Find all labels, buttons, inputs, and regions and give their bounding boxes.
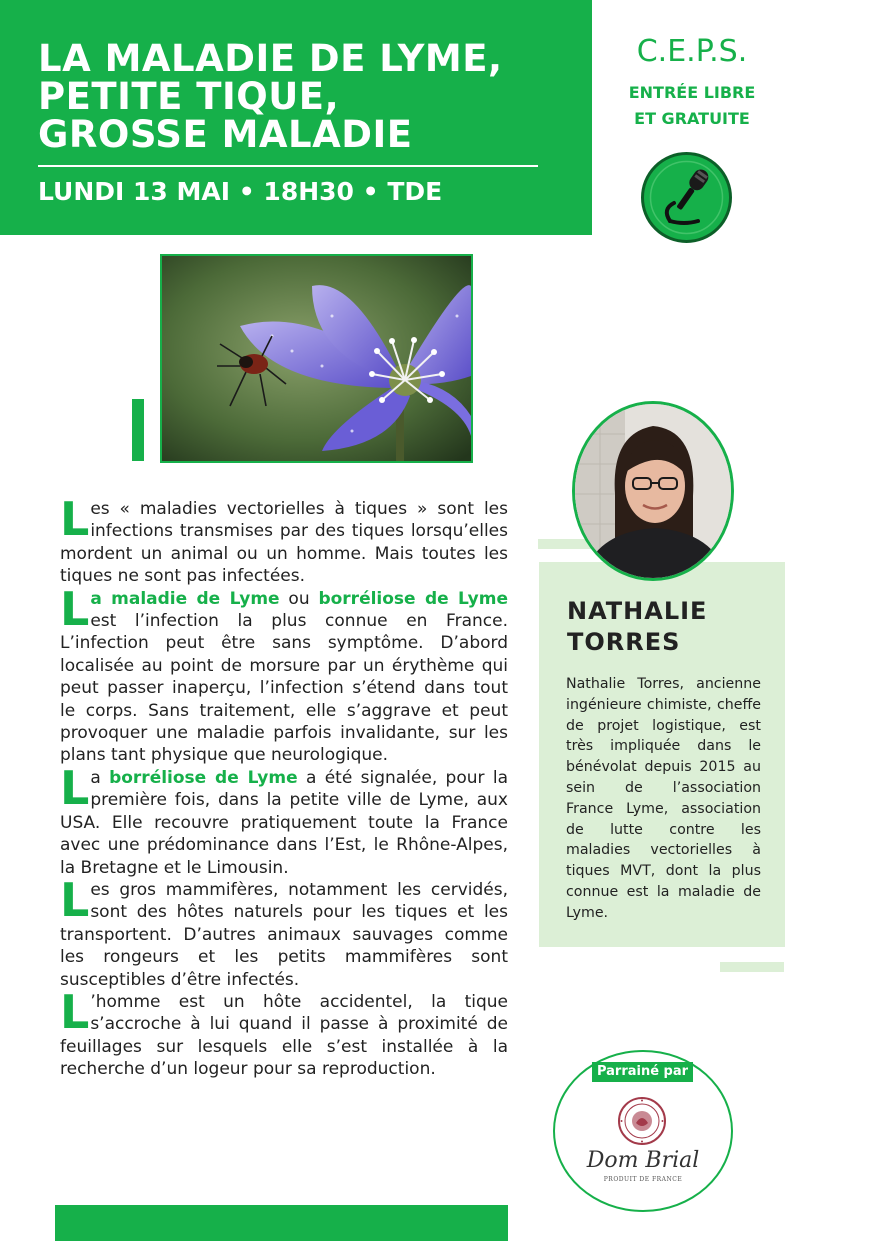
sponsor-tag: Parrainé par: [592, 1062, 693, 1082]
speaker-name: [567, 596, 767, 658]
dropcap: L: [60, 984, 90, 1039]
card-decoration-bottom: [720, 962, 784, 972]
event-title-line-2: PETITE TIQUE,: [38, 75, 340, 118]
paragraph-human-host: [60, 984, 508, 1081]
paragraph-text: a: [90, 767, 110, 788]
event-title: [38, 37, 558, 156]
footer-band: [55, 1205, 508, 1241]
dom-brial-seal: [616, 1095, 668, 1147]
paragraph-text: a été signalée, pour la première fois, dans la petite ville de Lyme, aux USA. Elle recouvre pratiquement toute la France avec une prédominance dans l’Est, le Rhône-Alpes, la Bretagne et le Limousin.: [60, 767, 508, 878]
paragraph-lyme-definition: [60, 581, 508, 767]
paragraph-text: est l’infection la plus connue en France. L’infection peut être sans symptôme. D’abord localisée au point de morsure par un érythème qui peut passer inaperçu, l’infection s’étend dans tout le corps. Sans traitement, elle s’aggrave et peut provoquer une maladie parfois invalidante, sur les plans tant physique que neurologique.: [60, 611, 508, 766]
dropcap: L: [60, 492, 90, 546]
paragraph-hosts: [60, 872, 508, 991]
speaker-bio: Nathalie Torres, ancienne ingénieure chimiste, cheffe de projet logistique, est très impliquée dans le bénévolat depuis 2015 au sein de l’association France Lyme, association de lutte contre les maladies vectorielles à tiques MVT, dont la plus connue est la maladie de Lyme.: [566, 676, 761, 921]
title-divider: [38, 165, 538, 167]
entry-notice-line-2: ET GRATUITE: [634, 109, 750, 128]
event-title-line-1: LA MALADIE DE LYME,: [38, 37, 503, 80]
organizer-name: C.E.P.S.: [636, 34, 748, 69]
dropcap: L: [60, 581, 90, 636]
paragraph-text: ’homme est un hôte accidentel, la tique s’accroche à lui quand il passe à proximité de feuillages sur lesquels elle s’est installée à la recherche d’un logeur pour sa reproduction.: [60, 991, 508, 1080]
dropcap: L: [60, 872, 90, 927]
accent-bar: [132, 399, 144, 461]
entry-notice-line-1: ENTRÉE LIBRE: [628, 83, 756, 102]
dropcap: L: [60, 760, 90, 815]
paragraph-origin: [60, 760, 508, 879]
speaker-first-name: NATHALIE: [567, 597, 708, 625]
event-date: LUNDI 13 MAI • 18H30 • TDE: [38, 177, 443, 206]
microphone-icon: [640, 151, 733, 244]
highlight-term: borréliose de Lyme: [318, 588, 508, 609]
paragraph-text: ou: [279, 588, 319, 609]
event-title-line-3: GROSSE MALADIE: [38, 113, 413, 156]
paragraph-text: es « maladies vectorielles à tiques » sont les infections transmises par des tiques lorsqu’elles mordent un animal ou un homme. Mais toutes les tiques ne sont pas infectées.: [60, 499, 508, 587]
paragraph-vector-diseases: [60, 492, 508, 588]
speaker-portrait: [572, 401, 734, 581]
highlight-term: a maladie de Lyme: [90, 588, 280, 609]
paragraph-text: es gros mammifères, notamment les cervidés, sont des hôtes naturels pour les tiques et les transportent. D’autres animaux sauvages comme les rongeurs et les petits mammifères sont susceptibles d’être infectés.: [60, 879, 508, 990]
highlight-term: borréliose de Lyme: [109, 767, 298, 788]
tick-on-flower-photo: [160, 254, 473, 463]
speaker-last-name: TORRES: [567, 628, 681, 656]
sponsor-brand: Dom Brial: [586, 1148, 700, 1173]
entry-notice: [600, 80, 784, 132]
sponsor-subtitle: PRODUIT DE FRANCE: [603, 1176, 683, 1183]
article-body: [60, 492, 508, 1081]
